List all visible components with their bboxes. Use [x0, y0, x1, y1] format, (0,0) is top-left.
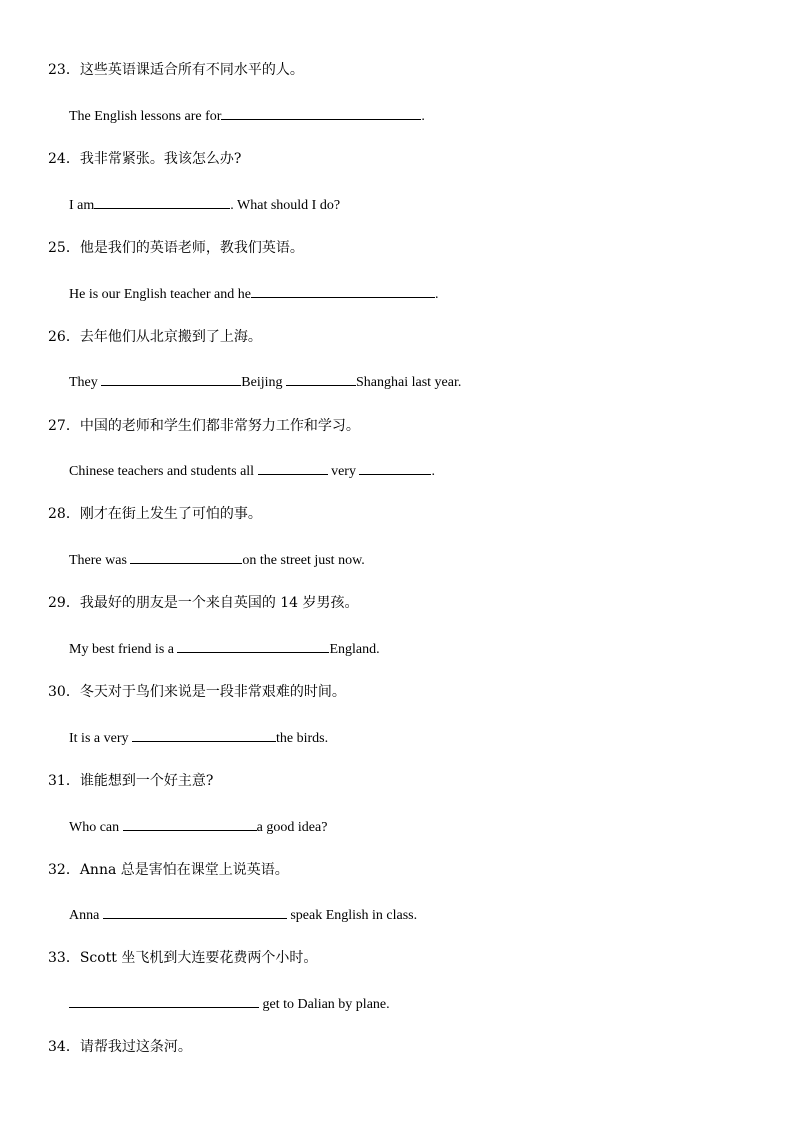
- sentence-text: The English lessons are for: [69, 109, 222, 124]
- sentence-text: the birds.: [275, 731, 329, 746]
- question-26-sentence: [69, 371, 461, 392]
- question-33-sentence: [69, 993, 390, 1014]
- sentence-text: Beijing: [241, 375, 286, 390]
- answer-blank[interactable]: [221, 105, 421, 120]
- sentence-text: speak English in class.: [286, 908, 418, 923]
- sentence-text: . What should I do?: [230, 198, 341, 213]
- question-29-prompt: 29．我最好的朋友是一个来自英国的 14 岁男孩。: [48, 595, 359, 611]
- question-32-prompt: 32．Anna 总是害怕在课堂上说英语。: [48, 862, 289, 878]
- sentence-text: Anna: [69, 908, 103, 923]
- answer-blank[interactable]: [286, 371, 356, 386]
- sentence-text: There was: [69, 553, 131, 568]
- question-33-prompt: 33．Scott 坐飞机到大连要花费两个小时。: [48, 950, 318, 966]
- sentence-text: .: [421, 109, 425, 124]
- question-23-prompt: 23．这些英语课适合所有不同水平的人。: [48, 62, 304, 78]
- question-29-sentence: [69, 638, 380, 659]
- sentence-text: get to Dalian by plane.: [259, 997, 390, 1012]
- answer-blank[interactable]: [123, 816, 257, 831]
- question-32-sentence: [69, 904, 417, 925]
- answer-blank[interactable]: [94, 194, 230, 209]
- sentence-text: on the street just now.: [242, 553, 365, 568]
- sentence-text: very: [327, 464, 360, 479]
- sentence-text: a good idea?: [256, 820, 328, 835]
- sentence-text: Who can: [69, 820, 123, 835]
- question-31-prompt: 31．谁能想到一个好主意?: [48, 773, 214, 789]
- sentence-text: Shanghai last year.: [356, 375, 462, 390]
- answer-blank[interactable]: [69, 993, 259, 1008]
- sentence-text: England.: [329, 642, 380, 657]
- question-25-sentence: [69, 283, 438, 304]
- question-28-prompt: 28．刚才在街上发生了可怕的事。: [48, 506, 262, 522]
- question-30-sentence: [69, 727, 328, 748]
- sentence-text: They: [69, 375, 102, 390]
- question-30-prompt: 30．冬天对于鸟们来说是一段非常艰难的时间。: [48, 684, 346, 700]
- answer-blank[interactable]: [132, 727, 276, 742]
- answer-blank[interactable]: [359, 460, 431, 475]
- sentence-text: He is our English teacher and he: [69, 287, 251, 302]
- question-24-sentence: [69, 194, 340, 215]
- question-27-sentence: [69, 460, 435, 481]
- answer-blank[interactable]: [103, 904, 287, 919]
- answer-blank[interactable]: [177, 638, 329, 653]
- question-25-prompt: 25．他是我们的英语老师，教我们英语。: [48, 240, 304, 256]
- question-34-prompt: 34．请帮我过这条河。: [48, 1039, 192, 1055]
- answer-blank[interactable]: [258, 460, 328, 475]
- sentence-text: My best friend is a: [69, 642, 178, 657]
- sentence-text: I am: [69, 198, 95, 213]
- sentence-text: .: [434, 287, 439, 302]
- question-23-sentence: [69, 105, 425, 126]
- question-24-prompt: 24．我非常紧张。我该怎么办?: [48, 151, 242, 167]
- answer-blank[interactable]: [101, 371, 241, 386]
- sentence-text: .: [431, 464, 435, 479]
- answer-blank[interactable]: [251, 283, 435, 298]
- sentence-text: It is a very: [69, 731, 132, 746]
- question-26-prompt: 26．去年他们从北京搬到了上海。: [48, 329, 262, 345]
- answer-blank[interactable]: [130, 549, 242, 564]
- sentence-text: Chinese teachers and students all: [69, 464, 258, 479]
- question-31-sentence: [69, 816, 327, 837]
- question-27-prompt: 27．中国的老师和学生们都非常努力工作和学习。: [48, 418, 360, 434]
- question-28-sentence: [69, 549, 365, 570]
